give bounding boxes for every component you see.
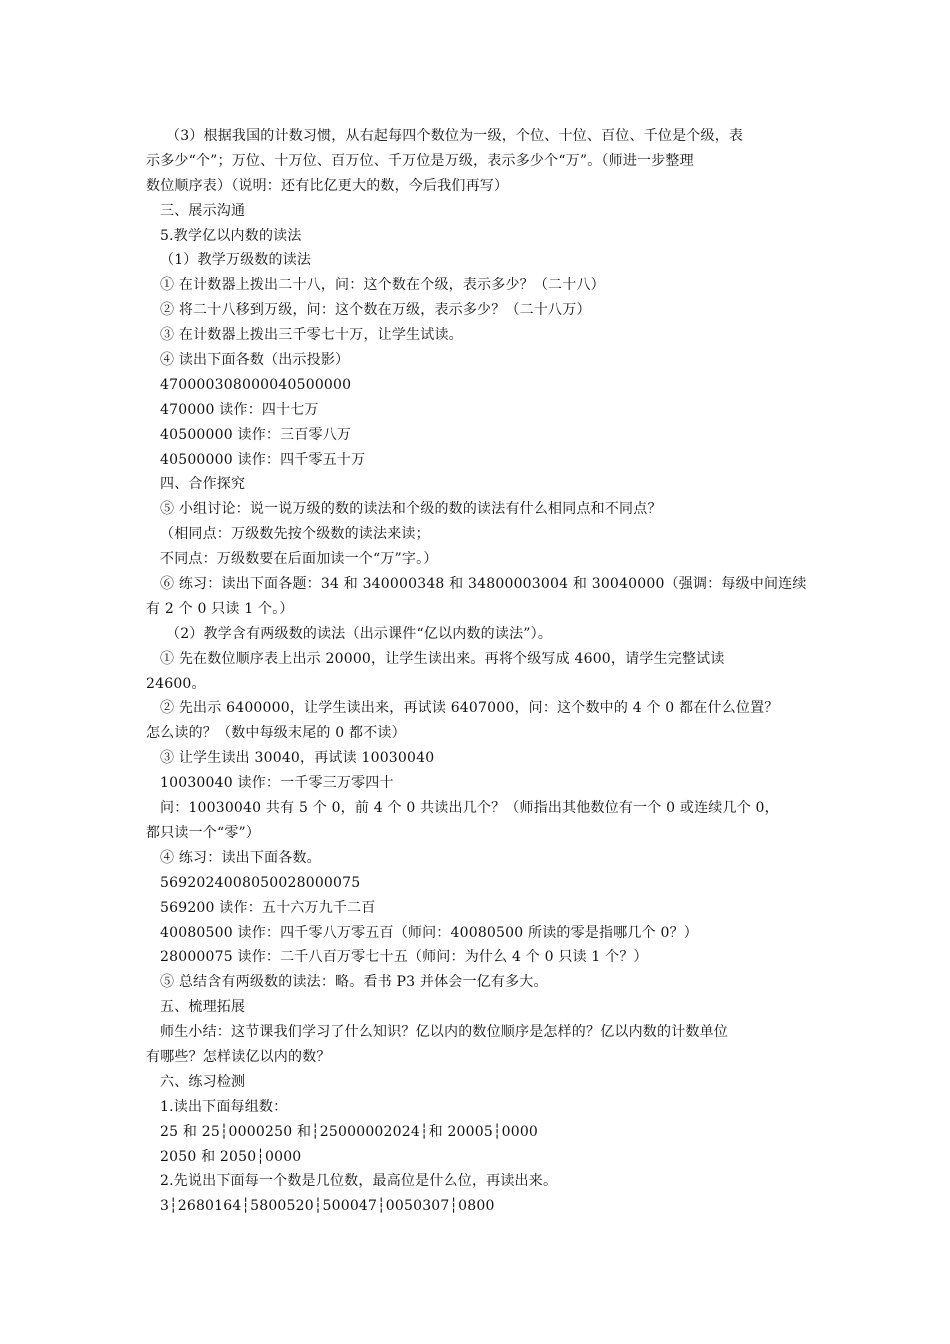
text-line: ① 在计数器上拨出二十八，问：这个数在个级，表示多少？（二十八） bbox=[160, 277, 605, 294]
text-line: 5692024008050028000075 bbox=[160, 874, 361, 891]
text-line: ② 将二十八移到万级，问：这个数在万级，表示多少？（二十八万） bbox=[160, 302, 591, 319]
text-line: 25 和 25┆0000250 和┆25000002024┆和 20005┆0000 bbox=[160, 1123, 539, 1140]
text-line: （2）教学含有两级数的读法（出示课件“亿以内数的读法”）。 bbox=[166, 625, 553, 642]
text-line: 470000308000040500000 bbox=[160, 376, 352, 393]
text-line: 24600。 bbox=[146, 675, 206, 692]
text-line: ④ 练习：读出下面各数。 bbox=[160, 849, 321, 866]
text-line: 40080500 读作：四千零八万零五百（师问：40080500 所读的零是指哪几个 0？） bbox=[160, 924, 698, 941]
text-line: 有 2 个 0 只读 1 个。） bbox=[146, 600, 294, 617]
text-line: 28000075 读作：二千八百万零七十五（师问：为什么 4 个 0 只读 1 个？） bbox=[160, 949, 648, 966]
text-line: ④ 读出下面各数（出示投影） bbox=[160, 352, 350, 369]
text-line: 40500000 读作：三百零八万 bbox=[160, 426, 352, 443]
text-line: 40500000 读作：四千零五十万 bbox=[160, 451, 366, 468]
text-line: 四、合作探究 bbox=[160, 476, 246, 493]
text-line: 怎么读的？（数中每级末尾的 0 都不读） bbox=[146, 725, 406, 742]
text-line: ③ 让学生读出 30040，再试读 10030040 bbox=[160, 750, 435, 767]
text-line: 师生小结：这节课我们学习了什么知识？亿以内的数位顺序是怎样的？亿以内数的计数单位 bbox=[160, 1024, 728, 1041]
text-line: 都只读一个“零”） bbox=[146, 824, 261, 841]
text-line: 示多少“个”；万位、十万位、百万位、千万位是万级，表示多少个“万”。（师进一步整理 bbox=[146, 152, 694, 169]
text-line: ② 先出示 6400000，让学生读出来，再试读 6407000，问：这个数中的 4 个 0 都在什么位置？ bbox=[160, 700, 779, 717]
text-line: ⑤ 小组讨论：说一说万级的数的读法和个级的数的读法有什么相同点和不同点？ bbox=[160, 501, 662, 518]
text-line: 三、展示沟通 bbox=[160, 202, 246, 219]
text-line: 470000 读作：四十七万 bbox=[160, 401, 319, 418]
text-line: （1）教学万级数的读法 bbox=[160, 252, 312, 269]
text-line: （3）根据我国的计数习惯，从右起每四个数位为一级，个位、十位、百位、千位是个级，表 bbox=[166, 128, 744, 144]
text-line: 569200 读作：五十六万九千二百 bbox=[160, 899, 376, 916]
text-line: ③ 在计数器上拨出三千零七十万，让学生试读。 bbox=[160, 327, 463, 344]
document-body bbox=[146, 124, 808, 1219]
text-line: 10030040 读作：一千零三万零四十 bbox=[160, 775, 394, 792]
text-line: 2.先说出下面每一个数是几位数，最高位是什么位，再读出来。 bbox=[160, 1173, 558, 1190]
text-line: 不同点：万级数要在后面加读一个“万”字。） bbox=[160, 551, 438, 568]
text-line: 有哪些？怎样读亿以内的数？ bbox=[146, 1048, 331, 1065]
text-line: ⑤ 总结含有两级数的读法：略。看书 P3 并体会一亿有多大。 bbox=[160, 974, 548, 991]
text-line: 3┆2680164┆5800520┆500047┆0050307┆0800 bbox=[160, 1198, 495, 1215]
text-line: 2050 和 2050┆0000 bbox=[160, 1148, 302, 1165]
text-line: （相同点：万级数先按个级数的读法来读； bbox=[160, 526, 430, 543]
text-line: 数位顺序表）（说明：还有比亿更大的数，今后我们再写） bbox=[146, 177, 509, 194]
text-line: 5.教学亿以内数的读法 bbox=[160, 227, 302, 244]
text-line: ⑥ 练习：读出下面各题：34 和 340000348 和 34800003004 和 30040000（强调：每级中间连续 bbox=[160, 576, 807, 593]
text-line: 六、练习检测 bbox=[160, 1073, 246, 1090]
text-line: ① 先在数位顺序表上出示 20000，让学生读出来。再将个级写成 4600，请学生完整试读 bbox=[160, 650, 725, 667]
text-line: 五、梳理拓展 bbox=[160, 999, 246, 1016]
text-line: 问：10030040 共有 5 个 0，前 4 个 0 共读出几个？（师指出其他数位有一个 0 或连续几个 0， bbox=[160, 800, 779, 817]
text-line: 1.读出下面每组数： bbox=[160, 1098, 288, 1115]
